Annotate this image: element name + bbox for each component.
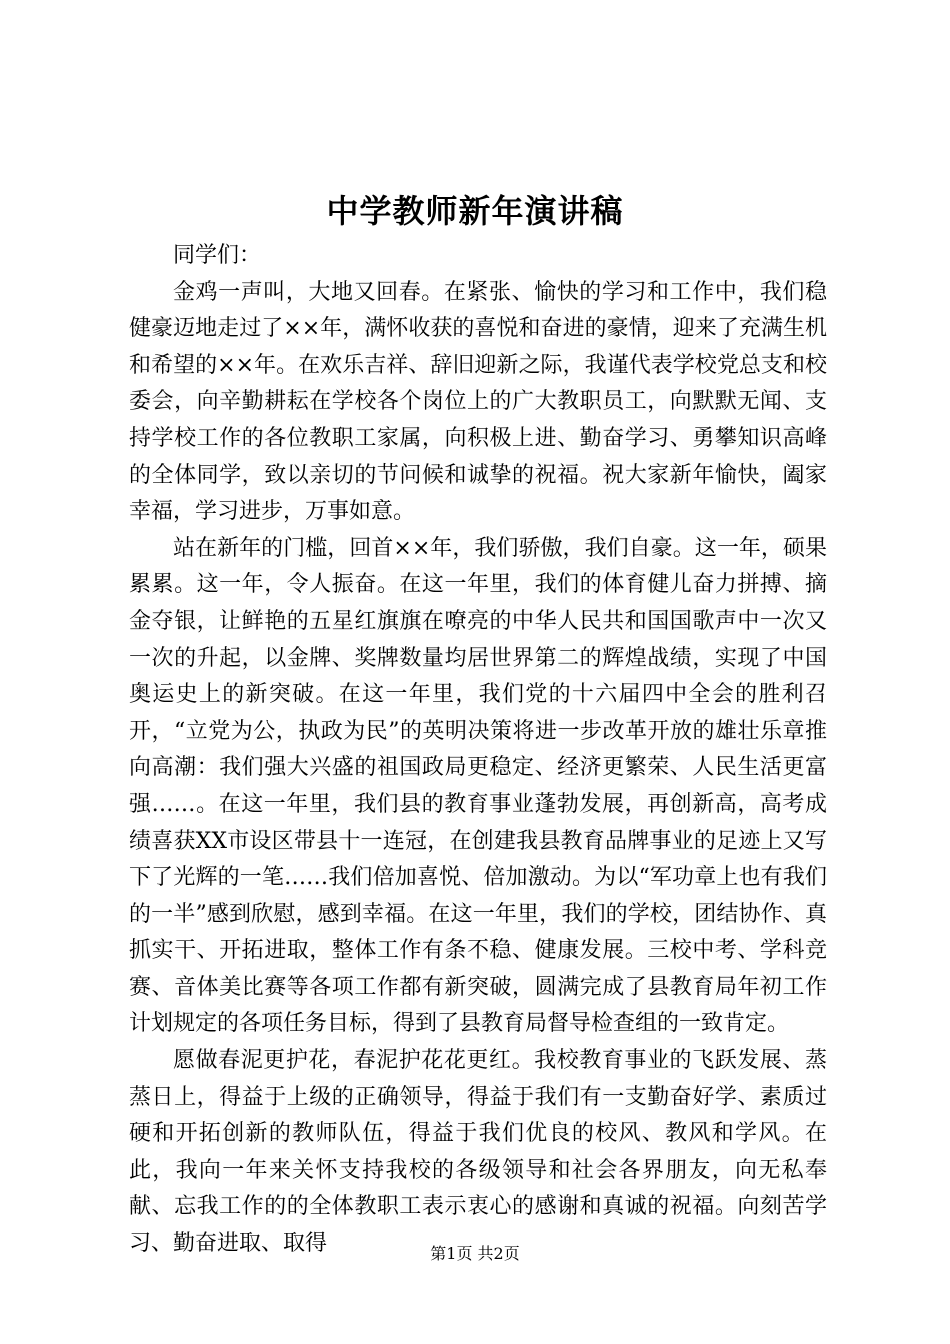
salutation: 同学们： [173, 243, 262, 268]
paragraph-2: 站在新年的门槛，回首××年，我们骄傲，我们自豪。这一年，硕果累累。这一年，令人振奋。在这一年里，我们的体育健儿奋力拼搏、摘金夺银，让鲜艳的五星红旗旗在嘹亮的中华人民共和国国歌声中一次又一次的升起，以金牌、奖牌数量均居世界第二的辉煌战绩，实现了中国奥运史上的新突破。在这一年里，我们党的十六届四中全会的胜利召开，“立党为公，执政为民”的英明决策将进一步改革开放的雄壮乐章推向高潮：我们强大兴盛的祖国政局更稳定、经济更繁荣、人民生活更富强……。在这一年里，我们县的教育事业蓬勃发展，再创新高，高考成绩喜获XX市设区带县十一连冠，在创建我县教育品牌事业的足迹上又写下了光辉的一笔……我们倍加喜悦、倍加激动。为以“军功章上也有我们的一半”感到欣慰，感到幸福。在这一年里，我们的学校，团结协作、真抓实干、开拓进取，整体工作有条不稳、健康发展。三校中考、学科竞赛、音体美比赛等各项工作都有新突破，圆满完成了县教育局年初工作计划规定的各项任务目标，得到了县教育局督导检查组的一致肯定。 [129, 535, 827, 1037]
paragraph-3: 愿做春泥更护花，春泥护花花更红。我校教育事业的飞跃发展、蒸蒸日上，得益于上级的正确领导，得益于我们有一支勤奋好学、素质过硬和开拓创新的教师队伍，得益于我们优良的校风、教风和学风。在此，我向一年来关怀支持我校的各级领导和社会各界朋友，向无私奉献、忘我工作的的全体教职工表示衷心的感谢和真诚的祝福。向刻苦学习、勤奋进取、取得 [129, 1048, 827, 1257]
document-body [129, 238, 827, 1263]
page-footer: 第1页 共2页 [430, 1244, 520, 1263]
paragraph-1: 金鸡一声叫，大地又回春。在紧张、愉快的学习和工作中，我们稳健豪迈地走过了××年，满怀收获的喜悦和奋进的豪情，迎来了充满生机和希望的××年。在欢乐吉祥、辞旧迎新之际，我谨代表学校党总支和校委会，向辛勤耕耘在学校各个岗位上的广大教职员工，向默默无闻、支持学校工作的各位教职工家属，向积极上进、勤奋学习、勇攀知识高峰的全体同学，致以亲切的节问候和诚挚的祝福。祝大家新年愉快，阖家幸福，学习进步，万事如意。 [129, 279, 827, 525]
document-title: 中学教师新年演讲稿 [326, 192, 624, 230]
